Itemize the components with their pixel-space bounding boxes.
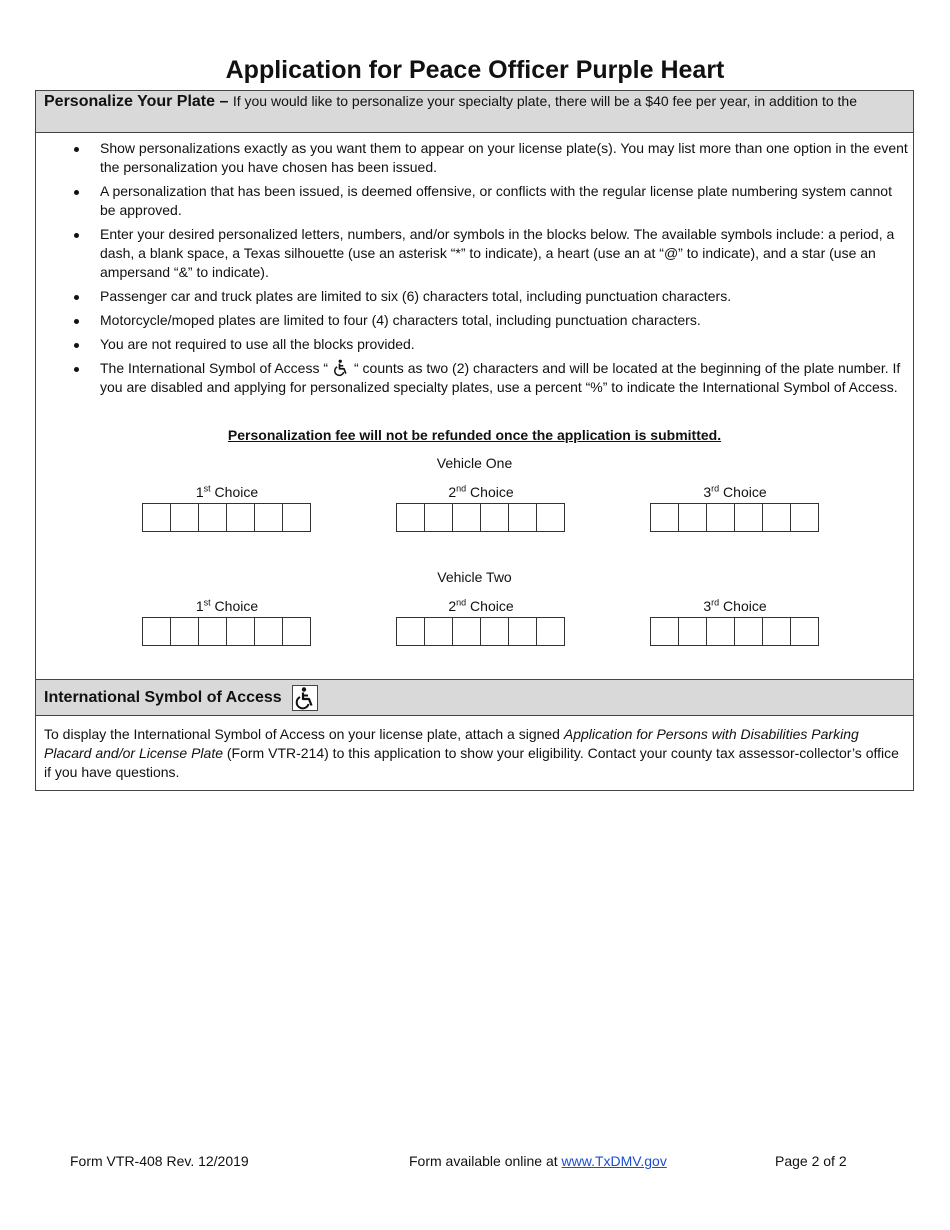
character-box[interactable] [735, 503, 763, 532]
character-box[interactable] [679, 617, 707, 646]
vehicle-one-label: Vehicle One [436, 455, 513, 471]
vehicle-one-choice-2: 2nd Choice [396, 483, 566, 532]
isa-bullet-pre: The International Symbol of Access “ [100, 360, 328, 376]
character-box[interactable] [255, 617, 283, 646]
txdmv-link[interactable]: www.TxDMV.gov [561, 1153, 667, 1169]
character-box[interactable] [143, 503, 171, 532]
character-box[interactable] [791, 503, 819, 532]
list-item: You are not required to use all the blocks provided. [36, 335, 913, 354]
character-box[interactable] [735, 617, 763, 646]
form-section [35, 90, 914, 791]
vehicle-two-choice-1: 1st Choice [142, 597, 312, 646]
character-box[interactable] [199, 617, 227, 646]
list-item: Motorcycle/moped plates are limited to four (4) characters total, including punctuation characters. [36, 311, 913, 330]
character-box[interactable] [283, 503, 311, 532]
character-box[interactable] [143, 617, 171, 646]
vehicle-two-choice-2: 2nd Choice [396, 597, 566, 646]
plate-character-boxes [396, 617, 566, 646]
isa-paragraph: To display the International Symbol of Access on your license plate, attach a signed Application for Persons with Disabilities Parking Placard and/or License Plate (Form VTR-214) to this application to show your eligibility. Contact your county tax assessor-collector’s office if you have questions. [44, 726, 899, 780]
online-availability: Form available online at www.TxDMV.gov [409, 1153, 667, 1169]
vehicle-two-choice-3: 3rd Choice [650, 597, 820, 646]
wheelchair-icon [332, 359, 350, 377]
character-box[interactable] [199, 503, 227, 532]
page-number: Page 2 of 2 [775, 1153, 847, 1169]
character-box[interactable] [651, 503, 679, 532]
character-box[interactable] [481, 617, 509, 646]
vehicle-two-label: Vehicle Two [437, 569, 512, 585]
form-id: Form VTR-408 Rev. 12/2019 [70, 1153, 249, 1169]
isa-header [36, 679, 913, 716]
character-box[interactable] [509, 617, 537, 646]
character-box[interactable] [537, 617, 565, 646]
character-box[interactable] [453, 617, 481, 646]
character-box[interactable] [707, 617, 735, 646]
heading-dash: – [219, 93, 229, 110]
character-box[interactable] [763, 617, 791, 646]
character-box[interactable] [425, 503, 453, 532]
personalize-header [36, 91, 913, 133]
plate-character-boxes [396, 503, 566, 532]
refund-notice: Personalization fee will not be refunded once the application is submitted. [227, 427, 722, 443]
character-box[interactable] [453, 503, 481, 532]
vehicle-one-choice-1: 1st Choice [142, 483, 312, 532]
character-box[interactable] [283, 617, 311, 646]
character-box[interactable] [227, 617, 255, 646]
list-item: Enter your desired personalized letters, numbers, and/or symbols in the blocks below. The available symbols include: a period, a dash, a blank space, a Texas silhouette (use an asterisk “*” to indicate), a heart (use an at “@” to indicate), and a star (use an ampersand “&” to indicate). [36, 225, 913, 282]
page-title: Application for Peace Officer Purple Heart [225, 56, 725, 84]
character-box[interactable] [425, 617, 453, 646]
character-box[interactable] [791, 617, 819, 646]
character-box[interactable] [679, 503, 707, 532]
character-box[interactable] [171, 503, 199, 532]
character-box[interactable] [397, 503, 425, 532]
character-box[interactable] [707, 503, 735, 532]
plate-character-boxes [142, 617, 312, 646]
character-box[interactable] [537, 503, 565, 532]
plate-character-boxes [650, 503, 820, 532]
personalize-intro: If you would like to personalize your specialty plate, there will be a $40 fee per year, in addition to the [232, 93, 857, 109]
character-box[interactable] [509, 503, 537, 532]
plate-character-boxes [650, 617, 820, 646]
list-item-isa [36, 359, 913, 397]
list-item: Show personalizations exactly as you want them to appear on your license plate(s). You may list more than one option in the event the personalization you have chosen has been issued. [36, 139, 913, 177]
character-box[interactable] [227, 503, 255, 532]
vehicle-one-choice-3: 3rd Choice [650, 483, 820, 532]
character-box[interactable] [171, 617, 199, 646]
plate-character-boxes [142, 503, 312, 532]
wheelchair-icon-box [292, 685, 318, 711]
isa-bullet-post: “ counts as two (2) characters and will be located at the beginning of the plate number. If you are disabled and applying for personalized specialty plates, use a percent “%” to indicate the International Symbol of Access. [100, 360, 901, 395]
character-box[interactable] [397, 617, 425, 646]
personalize-heading: Personalize Your Plate [44, 93, 216, 110]
character-box[interactable] [255, 503, 283, 532]
wheelchair-icon [293, 686, 317, 710]
list-item: A personalization that has been issued, is deemed offensive, or conflicts with the regular license plate numbering system cannot be approved. [36, 182, 913, 220]
character-box[interactable] [651, 617, 679, 646]
isa-heading: International Symbol of Access [44, 688, 282, 706]
character-box[interactable] [763, 503, 791, 532]
list-item: Passenger car and truck plates are limited to six (6) characters total, including punctuation characters. [36, 287, 913, 306]
character-box[interactable] [481, 503, 509, 532]
instruction-list [36, 139, 913, 402]
